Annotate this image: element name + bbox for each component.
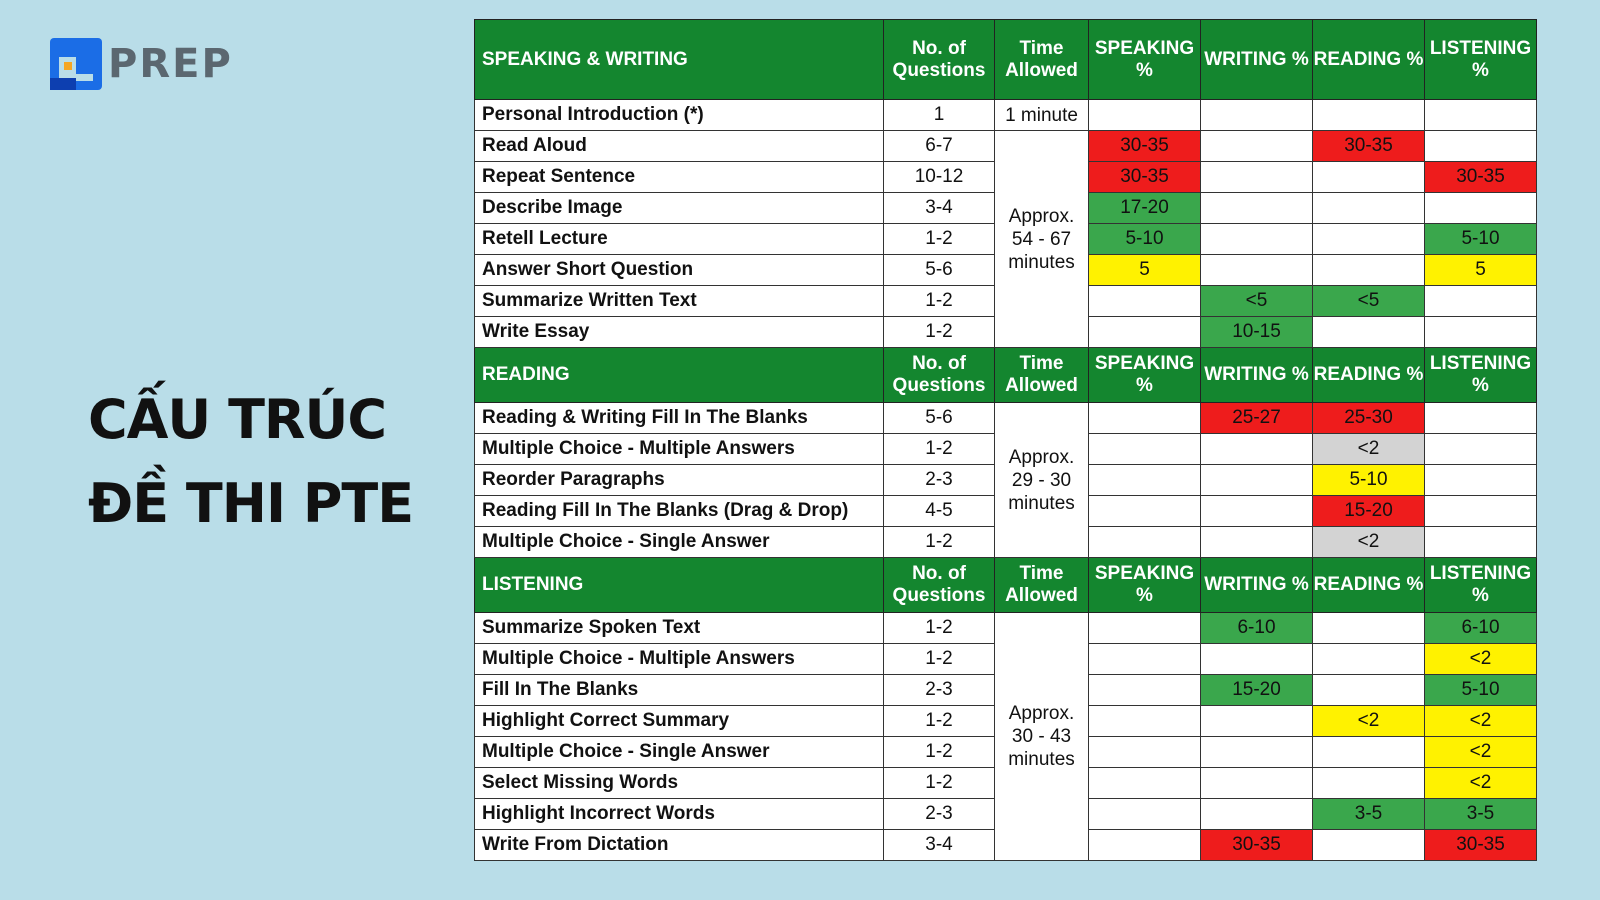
header-reading-pct: READING %: [1313, 20, 1425, 100]
speaking-pct-cell: [1089, 613, 1201, 644]
listening-pct-cell: [1425, 131, 1537, 162]
reading-pct-cell: <2: [1313, 434, 1425, 465]
speaking-pct-cell: [1089, 403, 1201, 434]
writing-pct-cell: [1201, 100, 1313, 131]
task-name: Personal Introduction (*): [475, 100, 884, 131]
time-allowed-line: Approx.: [1008, 205, 1075, 227]
header-writing-pct: WRITING %: [1201, 348, 1313, 403]
speaking-pct-cell: [1089, 465, 1201, 496]
reading-pct-cell: [1313, 162, 1425, 193]
header-listening-pct: LISTENING %: [1425, 558, 1537, 613]
num-questions: 1-2: [884, 706, 995, 737]
listening-pct-cell: [1425, 434, 1537, 465]
writing-pct-cell: [1201, 737, 1313, 768]
reading-pct-cell: [1313, 100, 1425, 131]
time-allowed-line: minutes: [1008, 749, 1075, 770]
writing-pct-cell: [1201, 706, 1313, 737]
reading-pct-cell: 5-10: [1313, 465, 1425, 496]
speaking-pct-cell: [1089, 317, 1201, 348]
section-header-row: [475, 20, 1537, 100]
time-allowed-line: 30 - 43: [1011, 726, 1072, 747]
time-allowed-line: 29 - 30: [1011, 469, 1072, 491]
num-questions: 10-12: [884, 162, 995, 193]
num-questions: 1-2: [884, 613, 995, 644]
writing-pct-cell: 6-10: [1201, 613, 1313, 644]
listening-pct-cell: [1425, 100, 1537, 131]
header-speaking-pct: SPEAKING %: [1089, 20, 1201, 100]
num-questions: 1-2: [884, 737, 995, 768]
section-header-row: [475, 348, 1537, 403]
reading-pct-cell: <5: [1313, 286, 1425, 317]
writing-pct-cell: [1201, 799, 1313, 830]
prep-logo-icon: [50, 38, 102, 90]
reading-pct-cell: 15-20: [1313, 496, 1425, 527]
speaking-pct-cell: 30-35: [1089, 162, 1201, 193]
header-listening-pct: LISTENING %: [1425, 348, 1537, 403]
task-name: Read Aloud: [475, 131, 884, 162]
reading-pct-cell: 30-35: [1313, 131, 1425, 162]
speaking-pct-cell: [1089, 527, 1201, 558]
num-questions: 2-3: [884, 465, 995, 496]
listening-pct-cell: 5-10: [1425, 224, 1537, 255]
task-name: Multiple Choice - Single Answer: [475, 737, 884, 768]
task-name: Multiple Choice - Single Answer: [475, 527, 884, 558]
header-listening-pct: LISTENING %: [1425, 20, 1537, 100]
task-name: Summarize Spoken Text: [475, 613, 884, 644]
writing-pct-cell: [1201, 527, 1313, 558]
task-name: Write From Dictation: [475, 830, 884, 861]
header-speaking-pct: SPEAKING %: [1089, 348, 1201, 403]
num-questions: 1-2: [884, 768, 995, 799]
num-questions: 1-2: [884, 527, 995, 558]
task-name: Summarize Written Text: [475, 286, 884, 317]
reading-pct-cell: [1313, 737, 1425, 768]
time-allowed-line: minutes: [1008, 251, 1075, 273]
reading-pct-cell: [1313, 768, 1425, 799]
header-num-questions: No. of Questions: [884, 20, 995, 100]
listening-pct-cell: [1425, 317, 1537, 348]
header-time-allowed: Time Allowed: [995, 558, 1089, 613]
reading-pct-cell: <2: [1313, 706, 1425, 737]
time-allowed: [995, 613, 1089, 861]
listening-pct-cell: <2: [1425, 737, 1537, 768]
reading-pct-cell: [1313, 255, 1425, 286]
task-name: Write Essay: [475, 317, 884, 348]
reading-pct-cell: [1313, 224, 1425, 255]
num-questions: 2-3: [884, 675, 995, 706]
listening-pct-cell: [1425, 403, 1537, 434]
task-name: Select Missing Words: [475, 768, 884, 799]
section-title: SPEAKING & WRITING: [475, 20, 884, 100]
listening-pct-cell: <2: [1425, 768, 1537, 799]
listening-pct-cell: 5-10: [1425, 675, 1537, 706]
header-time-allowed: Time Allowed: [995, 20, 1089, 100]
writing-pct-cell: [1201, 434, 1313, 465]
time-allowed-line: Approx.: [1008, 446, 1075, 468]
section-header-row: [475, 558, 1537, 613]
header-speaking-pct: SPEAKING %: [1089, 558, 1201, 613]
header-num-questions: No. of Questions: [884, 558, 995, 613]
reading-pct-cell: [1313, 675, 1425, 706]
speaking-pct-cell: [1089, 675, 1201, 706]
reading-pct-cell: [1313, 317, 1425, 348]
speaking-pct-cell: 5: [1089, 255, 1201, 286]
num-questions: 1-2: [884, 644, 995, 675]
task-name: Retell Lecture: [475, 224, 884, 255]
task-name: Multiple Choice - Multiple Answers: [475, 434, 884, 465]
num-questions: 1-2: [884, 224, 995, 255]
task-name: Multiple Choice - Multiple Answers: [475, 644, 884, 675]
listening-pct-cell: 3-5: [1425, 799, 1537, 830]
reading-pct-cell: [1313, 830, 1425, 861]
listening-pct-cell: [1425, 465, 1537, 496]
task-name: Answer Short Question: [475, 255, 884, 286]
writing-pct-cell: [1201, 224, 1313, 255]
listening-pct-cell: 5: [1425, 255, 1537, 286]
writing-pct-cell: [1201, 193, 1313, 224]
writing-pct-cell: 30-35: [1201, 830, 1313, 861]
task-name: Highlight Incorrect Words: [475, 799, 884, 830]
num-questions: 3-4: [884, 830, 995, 861]
prep-logo: [50, 38, 233, 90]
speaking-pct-cell: 17-20: [1089, 193, 1201, 224]
speaking-pct-cell: [1089, 644, 1201, 675]
writing-pct-cell: [1201, 162, 1313, 193]
brand-name: PREP: [108, 41, 233, 87]
pte-structure-table: [474, 19, 1537, 861]
header-reading-pct: READING %: [1313, 348, 1425, 403]
speaking-pct-cell: [1089, 100, 1201, 131]
title-line-2: ĐỀ THI PTE: [88, 472, 414, 535]
time-allowed-line: minutes: [1008, 492, 1075, 514]
speaking-pct-cell: [1089, 799, 1201, 830]
task-name: Reading Fill In The Blanks (Drag & Drop): [475, 496, 884, 527]
writing-pct-cell: [1201, 255, 1313, 286]
reading-pct-cell: [1313, 644, 1425, 675]
speaking-pct-cell: [1089, 706, 1201, 737]
listening-pct-cell: [1425, 193, 1537, 224]
table-row: [475, 403, 1537, 434]
table-row: [475, 131, 1537, 162]
time-allowed: [995, 131, 1089, 348]
speaking-pct-cell: [1089, 286, 1201, 317]
reading-pct-cell: [1313, 613, 1425, 644]
listening-pct-cell: 30-35: [1425, 162, 1537, 193]
speaking-pct-cell: [1089, 830, 1201, 861]
speaking-pct-cell: [1089, 768, 1201, 799]
writing-pct-cell: <5: [1201, 286, 1313, 317]
header-reading-pct: READING %: [1313, 558, 1425, 613]
time-allowed: [995, 403, 1089, 558]
num-questions: 2-3: [884, 799, 995, 830]
num-questions: 4-5: [884, 496, 995, 527]
writing-pct-cell: [1201, 496, 1313, 527]
listening-pct-cell: 6-10: [1425, 613, 1537, 644]
num-questions: 1: [884, 100, 995, 131]
num-questions: 1-2: [884, 317, 995, 348]
table-row: [475, 613, 1537, 644]
table-row: [475, 100, 1537, 131]
reading-pct-cell: 3-5: [1313, 799, 1425, 830]
reading-pct-cell: 25-30: [1313, 403, 1425, 434]
listening-pct-cell: [1425, 496, 1537, 527]
speaking-pct-cell: [1089, 434, 1201, 465]
speaking-pct-cell: 5-10: [1089, 224, 1201, 255]
task-name: Repeat Sentence: [475, 162, 884, 193]
header-writing-pct: WRITING %: [1201, 20, 1313, 100]
reading-pct-cell: <2: [1313, 527, 1425, 558]
listening-pct-cell: <2: [1425, 644, 1537, 675]
header-writing-pct: WRITING %: [1201, 558, 1313, 613]
speaking-pct-cell: [1089, 737, 1201, 768]
writing-pct-cell: 25-27: [1201, 403, 1313, 434]
section-title: READING: [475, 348, 884, 403]
num-questions: 1-2: [884, 434, 995, 465]
writing-pct-cell: [1201, 644, 1313, 675]
task-name: Reading & Writing Fill In The Blanks: [475, 403, 884, 434]
num-questions: 6-7: [884, 131, 995, 162]
speaking-pct-cell: 30-35: [1089, 131, 1201, 162]
writing-pct-cell: [1201, 465, 1313, 496]
title-line-1: CẤU TRÚC: [88, 388, 386, 451]
writing-pct-cell: 10-15: [1201, 317, 1313, 348]
header-time-allowed: Time Allowed: [995, 348, 1089, 403]
task-name: Fill In The Blanks: [475, 675, 884, 706]
writing-pct-cell: [1201, 131, 1313, 162]
listening-pct-cell: <2: [1425, 706, 1537, 737]
time-allowed: 1 minute: [995, 100, 1089, 131]
task-name: Reorder Paragraphs: [475, 465, 884, 496]
header-num-questions: No. of Questions: [884, 348, 995, 403]
time-allowed-line: 54 - 67: [1011, 228, 1072, 250]
listening-pct-cell: [1425, 286, 1537, 317]
time-allowed-line: Approx.: [1008, 703, 1075, 724]
speaking-pct-cell: [1089, 496, 1201, 527]
listening-pct-cell: 30-35: [1425, 830, 1537, 861]
page-title: [88, 378, 413, 546]
reading-pct-cell: [1313, 193, 1425, 224]
task-name: Describe Image: [475, 193, 884, 224]
num-questions: 3-4: [884, 193, 995, 224]
writing-pct-cell: 15-20: [1201, 675, 1313, 706]
writing-pct-cell: [1201, 768, 1313, 799]
listening-pct-cell: [1425, 527, 1537, 558]
num-questions: 5-6: [884, 403, 995, 434]
section-title: LISTENING: [475, 558, 884, 613]
task-name: Highlight Correct Summary: [475, 706, 884, 737]
num-questions: 1-2: [884, 286, 995, 317]
num-questions: 5-6: [884, 255, 995, 286]
